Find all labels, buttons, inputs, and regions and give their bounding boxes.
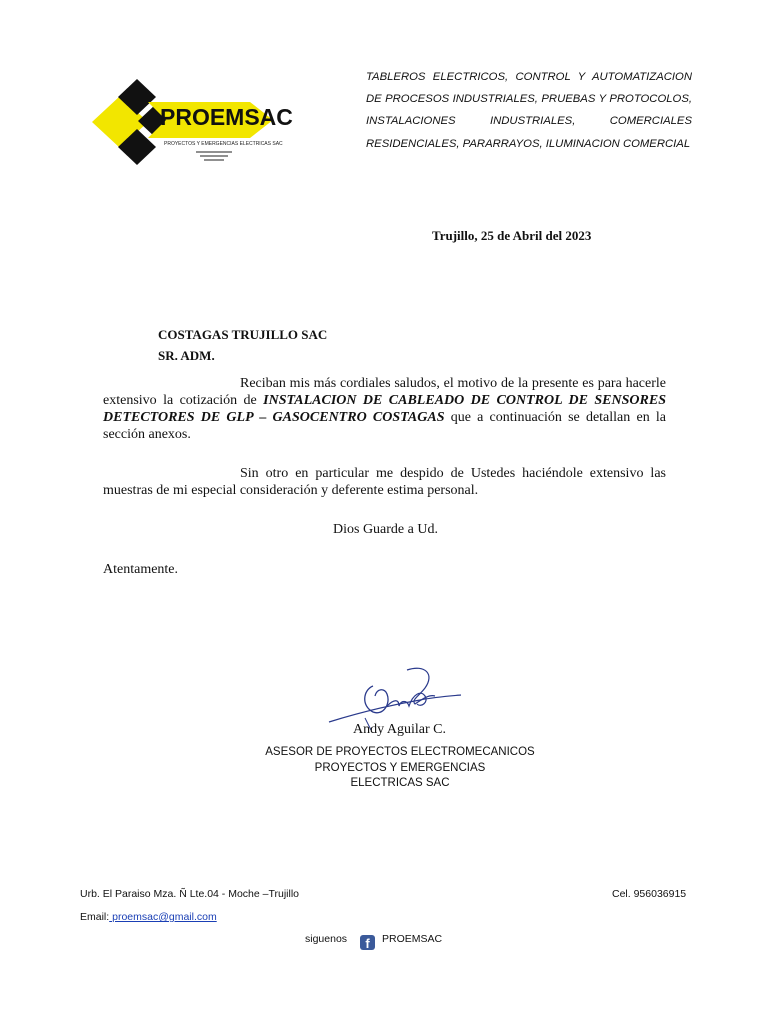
- signer-title-line-1: ASESOR DE PROYECTOS ELECTROMECANICOS: [265, 746, 535, 758]
- signer-title-line-3: ELECTRICAS SAC: [350, 777, 450, 789]
- body-paragraph-1: [103, 375, 666, 443]
- logo-tagline: PROYECTOS Y EMERGENCIAS ELECTRICAS SAC: [164, 141, 283, 147]
- footer-phone: Cel. 956036915: [612, 888, 687, 900]
- quotation-subject: INSTALACION DE CABLEADO DE CONTROL DE SENSORES DETECTORES DE GLP – GASOCENTRO COSTAGAS: [103, 393, 666, 425]
- recipient-company: COSTAGAS TRUJILLO SAC: [158, 327, 328, 342]
- letter-date: Trujillo, 25 de Abril del 2023: [432, 228, 592, 243]
- services-header: TABLEROS ELECTRICOS, CONTROL Y AUTOMATIZACION DE PROCESOS INDUSTRIALES, PRUEBAS Y PROTOCOLOS, INSTALACIONES INDUSTRIALES, COMERCIALES RESIDENCIALES, PARARRAYOS, ILUMINACION COMERCIAL: [366, 71, 692, 150]
- body-paragraph-2: [103, 465, 666, 499]
- signer-title-line-2: PROYECTOS Y EMERGENCIAS: [314, 761, 486, 774]
- footer-address: Urb. El Paraiso Mza. Ñ Lte.04 - Moche –Trujillo: [80, 888, 300, 900]
- recipient-attention: SR. ADM.: [158, 348, 215, 363]
- signer-name: Andy Aguilar C.: [353, 722, 446, 737]
- paragraph-1-intro: Reciban mis más cordiales saludos, el motivo de la presente es para hacerle extensivo la cotización de: [103, 376, 666, 408]
- regards-line: Atentamente.: [103, 562, 179, 577]
- follow-label: siguenos: [305, 933, 348, 945]
- signer-title-block: [240, 745, 560, 792]
- closing-line: Dios Guarde a Ud.: [333, 522, 438, 537]
- paragraph-2-text: Sin otro en particular me despido de Ustedes haciéndole extensivo las muestras de mi especial consideración y deferente estima personal.: [103, 466, 666, 498]
- logo-brand-text: PROEMSAC: [160, 104, 293, 130]
- paragraph-1-outro: que a continuación se detallan en la sección anexos.: [103, 410, 667, 442]
- company-logo: [90, 76, 293, 168]
- facebook-page-name[interactable]: PROEMSAC: [382, 933, 443, 945]
- footer-email: [80, 911, 217, 923]
- facebook-icon[interactable]: f: [360, 935, 375, 950]
- email-label: Email:: [80, 911, 110, 923]
- email-link[interactable]: proemsac@gmail.com: [109, 911, 217, 923]
- recipient-block: [158, 324, 327, 366]
